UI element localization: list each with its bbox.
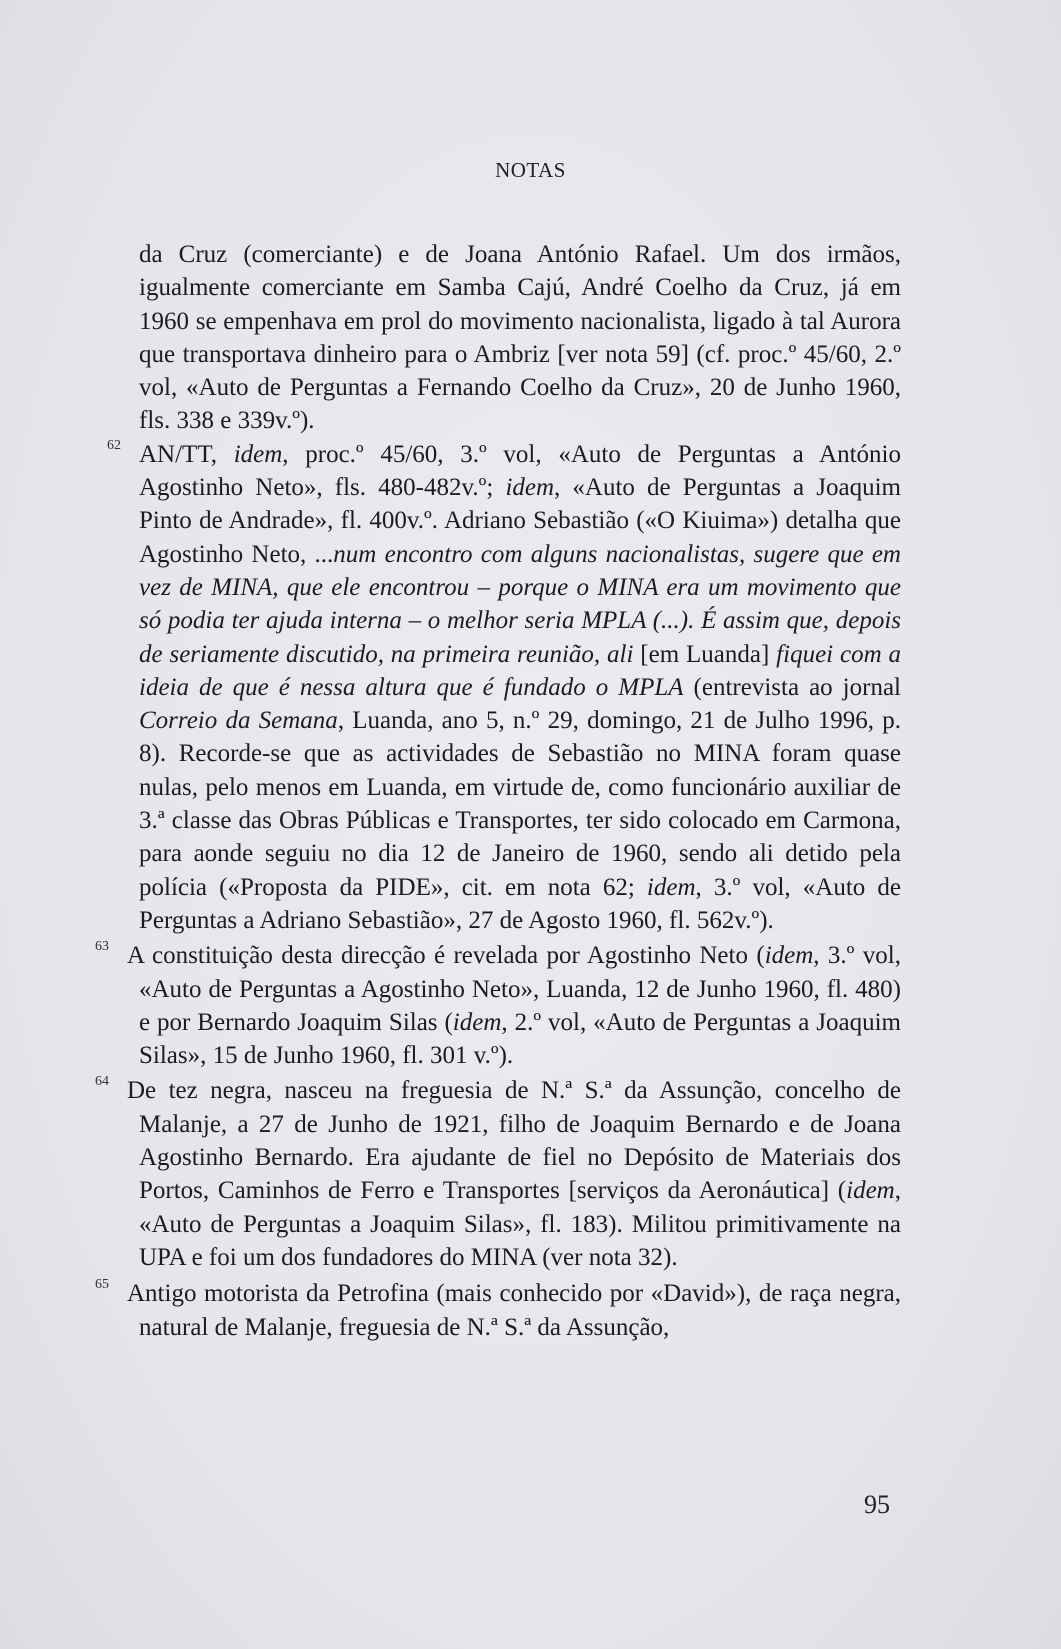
- note-number: 63: [95, 939, 109, 955]
- page-number: 95: [864, 1490, 890, 1519]
- note-65-text: Antigo motorista da Petrofina (mais conhecido por «David»), de raça negra, natural de Malanje, freguesia de N.ª S.ª da Assunção,: [127, 1280, 901, 1341]
- note-number: 65: [95, 1277, 109, 1293]
- note-continuation: [139, 238, 901, 438]
- note-64-text: De tez negra, nasceu na freguesia de N.ª S.ª da Assunção, concelho de Malanje, a 27 de Junho de 1921, filho de Joaquim Bernardo e de Joana Agostinho Bernardo. Era ajudante de fiel no Depósito de Materiais dos Portos, Caminhos de Ferro e Transportes [serviços da Aeronáutica] (idem, «Auto de Perguntas a Joaquim Silas», fl. 183). Militou primitivamente na UPA e foi um dos fundadores do MINA (ver nota 32).: [127, 1077, 901, 1271]
- note-62: [107, 437, 901, 937]
- note-continuation-text: da Cruz (comerciante) e de Joana António Rafael. Um dos irmãos, igualmente comerciante em Samba Cajú, André Coelho da Cruz, já em 1960 se empenhava em prol do movimento nacionalista, ligado à tal Aurora que transportava dinheiro para o Ambriz [ver nota 59] (cf. proc.º 45/60, 2.º vol, «Auto de Perguntas a Fernando Coelho da Cruz», 20 de Junho 1960, fls. 338 e 339v.º).: [139, 241, 901, 435]
- note-63-text: A constituição desta direcção é revelada por Agostinho Neto (idem, 3.º vol, «Auto de Perguntas a Agostinho Neto», Luanda, 12 de Junho 1960, fl. 480) e por Bernardo Joaquim Silas (idem, 2.º vol, «Auto de Perguntas a Joaquim Silas», 15 de Junho 1960, fl. 301 v.º).: [127, 942, 901, 1070]
- note-64: [95, 1074, 901, 1274]
- notes-section: [95, 238, 901, 1344]
- note-number: 64: [95, 1074, 109, 1090]
- note-62-text: AN/TT, idem, proc.º 45/60, 3.º vol, «Auto de Perguntas a António Agostinho Neto», fls. 480-482v.º; idem, «Auto de Perguntas a Joaquim Pinto de Andrade», fl. 400v.º. Adriano Sebastião («O Kiuima») detalha que Agostinho Neto, ...num encontro com alguns nacionalistas, sugere que em vez de MINA, que ele encontrou – porque o MINA era um movimento que só podia ter ajuda interna – o melhor seria MPLA (...). É assim que, depois de seriamente discutido, na primeira reunião, ali [em Luanda] fiquei com a ideia de que é nessa altura que é fundado o MPLA (entrevista ao jornal Correio da Semana, Luanda, ano 5, n.º 29, domingo, 21 de Julho 1996, p. 8). Recorde-se que as actividades de Sebastião no MINA foram quase nulas, pelo menos em Luanda, em virtude de, como funcionário auxiliar de 3.ª classe das Obras Públicas e Transportes, ter sido colocado em Carmona, para aonde seguiu no dia 12 de Janeiro de 1960, sendo ali detido pela polícia («Proposta da PIDE», cit. em nota 62; idem, 3.º vol, «Auto de Perguntas a Adriano Sebastião», 27 de Agosto 1960, fl. 562v.º).: [139, 440, 901, 934]
- note-number: 62: [107, 437, 121, 453]
- note-65: [95, 1277, 901, 1344]
- note-63: [95, 939, 901, 1072]
- running-title: NOTAS: [495, 158, 566, 182]
